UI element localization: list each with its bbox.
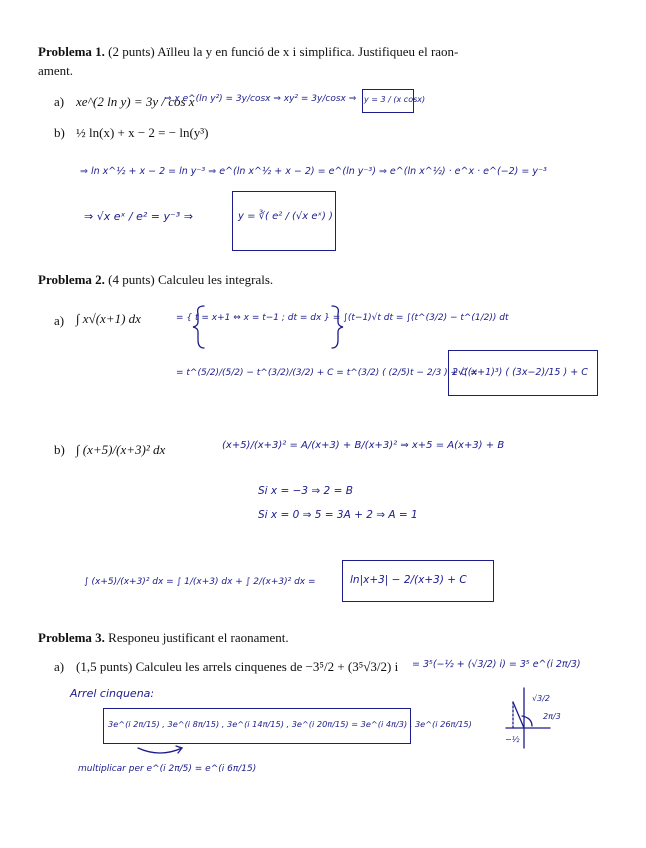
problem-2b-handwritten-line-1: (x+5)/(x+3)² = A/(x+3) + B/(x+3)² ⇒ x+5 = A(x+3) + B [222,440,505,451]
diagram-vector [513,702,524,728]
problem-2b-answer: ln|x+3| − 2/(x+3) + C [350,574,467,586]
problem-2a-answer: 2√((x+1)³) ( (3x−2)/15 ) + C [452,367,588,378]
brace-left [193,306,204,348]
problem-3-text: Responeu justificant el raonament. [108,630,289,645]
problem-1a-label: a) [54,94,65,109]
problem-3a-label: a) [54,659,65,674]
problem-3a-answer: 3e^(i 2π/15) , 3e^(i 8π/15) , 3e^(i 14π/15) , 3e^(i 20π/15) = 3e^(i 4π/3) , 3e^(i 26π/15) [108,719,472,729]
multiply-arrow [138,748,182,753]
problem-2a-statement: ∫ x√(x+1) dx [76,311,141,326]
problem-3a-handwritten-heading: Arrel cinquena: [70,687,155,700]
problem-2-title: Problema 2. [38,272,105,287]
problem-2b-handwritten-line-4: ∫ (x+5)/(x+3)² dx = ∫ 1/(x+3) dx + ∫ 2/(x+3)² dx = [84,577,316,587]
brace-right [332,306,343,348]
problem-1b-answer: y = ∛( e² / (√x eˣ) ) [238,211,333,222]
problem-3a-handwritten-note: multiplicar per e^(i 2π/5) = e^(i 6π/15) [78,764,257,774]
problem-1b-statement: ½ ln(x) + x − 2 = − ln(y³) [76,125,209,140]
problem-2a-label: a) [54,313,65,328]
problem-3-title: Problema 3. [38,630,105,645]
problem-1a-answer: y = 3 / (x cosx) [364,95,426,104]
problem-2b-handwritten-line-3: Si x = 0 ⇒ 5 = 3A + 2 ⇒ A = 1 [258,509,418,521]
problem-1-text: (2 punts) Aïlleu la y en funció de x i simplifica. Justifiqueu el raon- [108,44,459,59]
problem-2a-handwritten-line-1: = { t = x+1 ⇔ x = t−1 ; dt = dx } = ∫(t−1)√t dt = ∫(t^(3/2) − t^(1/2)) dt [176,313,509,323]
problem-2b-handwritten-line-2: Si x = −3 ⇒ 2 = B [258,485,353,497]
diagram-label-minus-half: −½ [505,735,520,744]
problem-3a-statement: (1,5 punts) Calculeu les arrels cinquenes de −3⁵/2 + (3⁵√3/2) i [76,659,399,674]
problem-1b-handwritten-line-1: ⇒ ln x^½ + x − 2 = ln y⁻³ ⇒ e^(ln x^½ + x − 2) = e^(ln y⁻³) ⇒ e^(ln x^½) · e^x · e^(−2) = y⁻³ [80,166,547,177]
problem-1b-handwritten-line-2: ⇒ √x eˣ / e² = y⁻³ ⇒ [84,210,193,223]
problem-2a-handwritten-line-2: = t^(5/2)/(5/2) − t^(3/2)/(3/2) + C = t^(3/2) ( (2/5)t − 2/3 ) + C = [176,368,478,378]
problem-3a-handwritten-rhs: = 3⁵(−½ + (√3/2) i) = 3⁵ e^(i 2π/3) [412,659,581,670]
problem-2b-label: b) [54,442,65,457]
problem-1-title: Problema 1. [38,44,105,59]
problem-1a-statement: xe^(2 ln y) = 3y / cos x [76,94,195,109]
problem-1-text-continued: ament. [38,63,74,78]
problem-2-text: (4 punts) Calculeu les integrals. [108,272,274,287]
diagram-label-angle: 2π/3 [543,712,561,721]
problem-2b-statement: ∫ (x+5)/(x+3)² dx [76,442,166,457]
diagram-label-sqrt3-over-2: √3/2 [532,694,550,703]
problem-1a-handwritten-step: ⇒ x e^(ln y²) = 3y/cosx ⇒ xy² = 3y/cosx ⇒ [164,94,357,104]
problem-1b-label: b) [54,125,65,140]
